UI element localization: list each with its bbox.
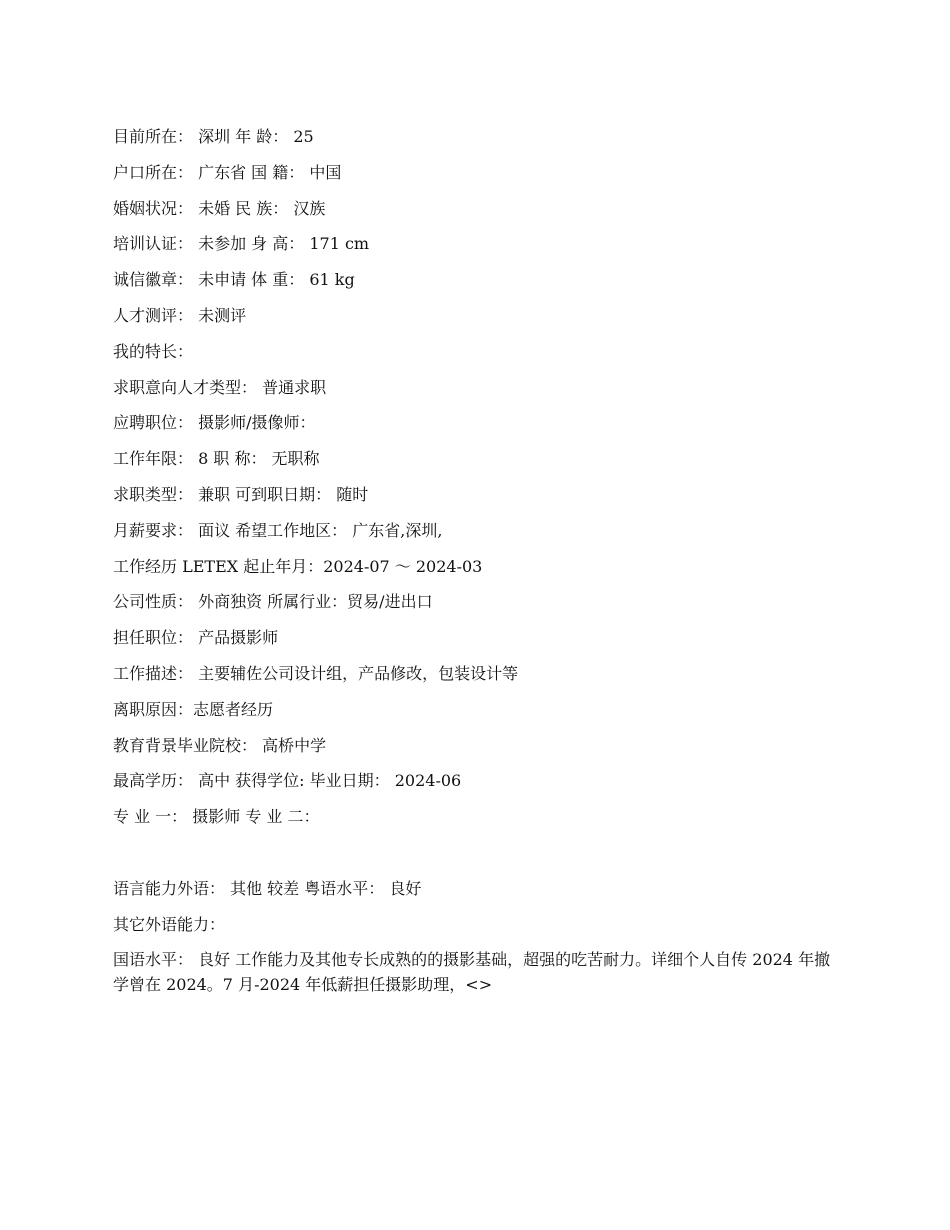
field-job-type-start: 求职类型： 兼职 可到职日期： 随时 <box>113 484 369 504</box>
field-job-description: 工作描述： 主要辅佐公司设计组，产品修改，包装设计等 <box>113 663 519 683</box>
final-paragraph: 国语水平： 良好 工作能力及其他专长成熟的的摄影基础，超强的吃苦耐力。详细个人自传 2024 年撤学曾在 2024。7 月-2024 年低薪担任摄影助理，<> <box>113 950 831 995</box>
section-gap <box>113 840 835 876</box>
field-position-held: 担任职位： 产品摄影师 <box>113 628 279 648</box>
field-years-title: 工作年限： 8 职 称： 无职称 <box>113 449 320 469</box>
field-leave-reason: 离职原因：志愿者经历 <box>113 699 274 719</box>
field-marital-ethnicity: 婚姻状况： 未婚 民 族： 汉族 <box>113 198 326 218</box>
field-other-languages: 其它外语能力： <box>113 914 226 934</box>
field-salary-region: 月薪要求： 面议 希望工作地区： 广东省,深圳, <box>113 520 443 540</box>
field-majors: 专 业 一： 摄影师 专 业 二： <box>113 807 320 827</box>
field-badge-weight: 诚信徽章： 未申请 体 重： 61 kg <box>113 270 355 290</box>
resume-document <box>113 124 835 997</box>
field-education-school: 教育背景毕业院校： 高桥中学 <box>113 735 327 755</box>
field-degree-graduation: 最高学历： 高中 获得学位: 毕业日期： 2024-06 <box>113 771 462 791</box>
field-applied-position: 应聘职位： 摄影师/摄像师： <box>113 413 316 433</box>
field-current-location-age: 目前所在： 深圳 年 龄： 25 <box>113 127 314 146</box>
field-company-industry: 公司性质： 外商独资 所属行业：贸易/进出口 <box>113 592 433 612</box>
field-training-height: 培训认证： 未参加 身 高： 171 cm <box>113 234 370 254</box>
field-talent-assessment: 人才测评： 未测评 <box>113 305 247 325</box>
field-work-history-dates: 工作经历 LETEX 起止年月：2024-07 ～ 2024-03 <box>113 556 483 576</box>
field-job-intent-type: 求职意向人才类型： 普通求职 <box>113 377 327 397</box>
field-specialties: 我的特长： <box>113 341 194 361</box>
field-hukou-nationality: 户口所在： 广东省 国 籍： 中国 <box>113 162 342 182</box>
field-language-ability: 语言能力外语： 其他 较差 粤语水平： 良好 <box>113 878 422 898</box>
